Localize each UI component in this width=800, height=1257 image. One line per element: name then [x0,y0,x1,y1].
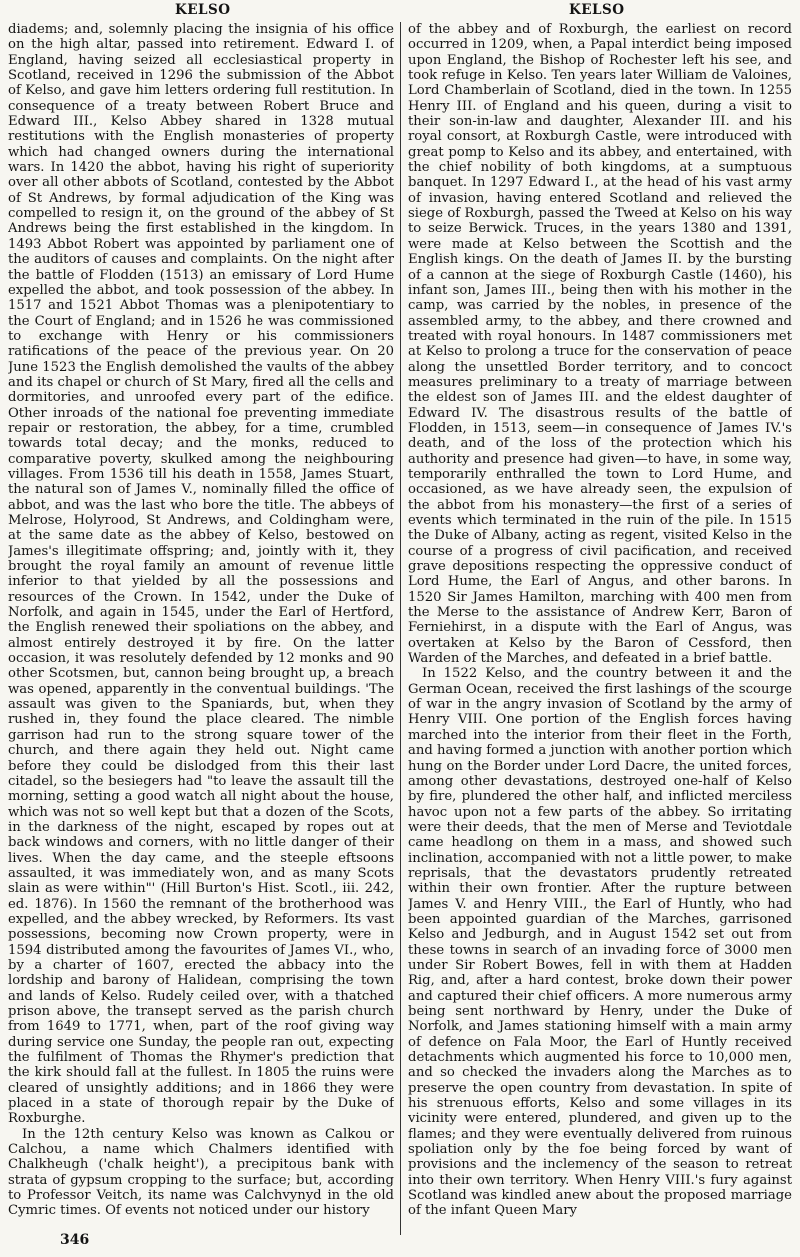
right-column [408,22,792,1235]
running-head-left: KELSO [175,2,231,18]
running-header [0,2,800,22]
right-paragraph-1: of the abbey and of Roxburgh, the earliest on record occurred in 1209, when, a Papal interdict being imposed upon England, the Bishop of Rochester left his see, and took refuge in Kelso. Ten years later William de Valoines, Lord Chamberlain of Scotland, died in the town. In 1255 Henry III. of England and his queen, during a visit to their son-in-law and daughter, Alexander III. and his royal consort, at Roxburgh Castle, were introduced with great pomp to Kelso and its abbey, and entertained, with the chief nobility of both kingdoms, at a sumptuous banquet. In 1297 Edward I., at the head of his vast army of invasion, having entered Scotland and relieved the siege of Roxburgh, passed the Tweed at Kelso on his way to seize Berwick. Truces, in the years 1380 and 1391, were made at Kelso between the Scottish and the English kings. On the death of James II. by the bursting of a cannon at the siege of Roxburgh Castle (1460), his infant son, James III., being then with his mother in the camp, was carried by the nobles, in presence of the assembled army, to the abbey, and there crowned and treated with royal honours. In 1487 commissioners met at Kelso to prolong a truce for the conservation of peace along the unsettled Border territory, and to concoct measures preliminary to a treaty of marriage between the eldest son of James III. and the eldest daughter of Edward IV. The disastrous results of the battle of Flodden, in 1513, seem—in consequence of James IV.'s death, and of the loss of the protection which his authority and presence had given—to have, in some way, temporarily enthralled the town to Lord Hume, and occasioned, as we have already seen, the expulsion of the abbot from his monastery—the first of a series of events which terminated in the ruin of the pile. In 1515 the Duke of Albany, acting as regent, visited Kelso in the course of a progress of civil pacification, and received grave depositions respecting the oppressive conduct of Lord Hume, the Earl of Angus, and other barons. In 1520 Sir James Hamilton, marching with 400 men from the Merse to the assistance of Andrew Kerr, Baron of Ferniehirst, in a dispute with the Earl of Angus, was overtaken at Kelso by the Baron of Cessford, then Warden of the Marches, and defeated in a brief battle. [408,22,792,667]
left-paragraph-2: In the 12th century Kelso was known as Calkou or Calchou, a name which Chalmers identified with Chalkheugh ('chalk height'), a precipitous bank with strata of gypsum cropping to the surface; but, according to Professor Veitch, its name was Calchvynyd in the old Cymric times. Of events not noticed under our history [8,1126,394,1219]
right-paragraph-2: In 1522 Kelso, and the country between it and the German Ocean, received the first lashings of the scourge of war in the angry invasion of Scotland by the army of Henry VIII. One portion of the English forces having marched into the interior from their fleet in the Forth, and having formed a junction with another portion which hung on the Border under Lord Dacre, the united forces, among other devastations, destroyed one-half of Kelso by fire, plundered the other half, and inflicted merciless havoc upon not a few parts of the abbey. So irritating were their deeds, that the men of Merse and Teviotdale came headlong on them in a mass, and showed such inclination, accompanied with not a little power, to make reprisals, that the devastators prudently retreated within their own frontier. After the rupture between James V. and Henry VIII., the Earl of Huntly, who had been appointed guardian of the Marches, garrisoned Kelso and Jedburgh, and in August 1542 set out from these towns in search of an invading force of 3000 men under Sir Robert Bowes, fell in with them at Hadden Rig, and, after a hard contest, broke down their power and captured their chief officers. A more numerous army being sent northward by Henry, under the Duke of Norfolk, and James stationing himself with a main army of defence on Fala Moor, the Earl of Huntly received detachments which augmented his force to 10,000 men, and so checked the invaders along the Marches as to preserve the open country from devastation. In spite of his strenuous efforts, Kelso and some villages in its vicinity were entered, plundered, and given up to the flames; and they were eventually delivered from ruinous spoliation only by the foe being forced by want of provisions and the inclemency of the season to retreat into their own territory. When Henry VIII.'s fury against Scotland was kindled anew about the proposed marriage of the infant Queen Mary [408,666,792,1219]
column-divider [400,22,401,1235]
left-column [8,22,394,1235]
left-paragraph-1: diadems; and, solemnly placing the insignia of his office on the high altar, passed into retirement. Edward I. of England, having seized all ecclesiastical property in Scotland, received in 1296 the submission of the Abbot of Kelso, and gave him letters ordering full restitution. In consequence of a treaty between Robert Bruce and Edward III., Kelso Abbey shared in 1328 mutual restitutions with the English monasteries of property which had changed owners during the international wars. In 1420 the abbot, having his right of superiority over all other abbots of Scotland, contested by the Abbot of St Andrews, by formal adjudication of the King was compelled to resign it, on the ground of the abbey of St Andrews being the first established in the kingdom. In 1493 Abbot Robert was appointed by parliament one of the auditors of causes and complaints. On the night after the battle of Flodden (1513) an emissary of Lord Hume expelled the abbot, and took possession of the abbey. In 1517 and 1521 Abbot Thomas was a plenipotentiary to the Court of England; and in 1526 he was commissioned to exchange with Henry or his commissioners ratifications of the peace of the previous year. On 20 June 1523 the English demolished the vaults of the abbey and its chapel or church of St Mary, fired all the cells and dormitories, and unroofed every part of the edifice. Other inroads of the national foe preventing immediate repair or restoration, the abbey, for a time, crumbled towards total decay; and the monks, reduced to comparative poverty, skulked among the neighbouring villages. From 1536 till his death in 1558, James Stuart, the natural son of James V., nominally filled the office of abbot, and was the last who bore the title. The abbeys of Melrose, Holyrood, St Andrews, and Coldingham were, at the same date as the abbey of Kelso, bestowed on James's illegitimate offspring; and, jointly with it, they brought the royal family an amount of revenue little inferior to that yielded by all the possessions and resources of the Crown. In 1542, under the Duke of Norfolk, and again in 1545, under the Earl of Hertford, the English renewed their spoliations on the abbey, and almost entirely destroyed it by fire. On the latter occasion, it was resolutely defended by 12 monks and 90 other Scotsmen, but, cannon being brought up, a breach was opened, apparently in the conventual buildings. 'The assault was given to the Spaniards, but, when they rushed in, they found the place cleared. The nimble garrison had run to the strong square tower of the church, and there again they held out. Night came before they could be dislodged from this their last citadel, so the besiegers had "to leave the assault till the morning, setting a good watch all night about the house, which was not so well kept but that a dozen of the Scots, in the darkness of the night, escaped by ropes out at back windows and corners, with no little danger of their lives. When the day came, and the steeple eftsoons assaulted, it was immediately won, and as many Scots slain as were within"' (Hill Burton's Hist. Scotl., iii. 242, ed. 1876). In 1560 the remnant of the brotherhood was expelled, and the abbey wrecked, by Reformers. Its vast possessions, becoming now Crown property, were in 1594 distributed among the favourites of James VI., who, by a charter of 1607, erected the abbacy into the lordship and barony of Halidean, comprising the town and lands of Kelso. Rudely ceiled over, with a thatched prison above, the transept served as the parish church from 1649 to 1771, when, part of the roof giving way during service one Sunday, the people ran out, expecting the fulfilment of Thomas the Rhymer's prediction that the kirk should fall at the fullest. In 1805 the ruins were cleared of unsightly additions; and in 1866 they were placed in a state of thorough repair by the Duke of Roxburghe. [8,22,394,1127]
page-number: 346 [60,1232,90,1248]
running-head-right: KELSO [569,2,625,18]
